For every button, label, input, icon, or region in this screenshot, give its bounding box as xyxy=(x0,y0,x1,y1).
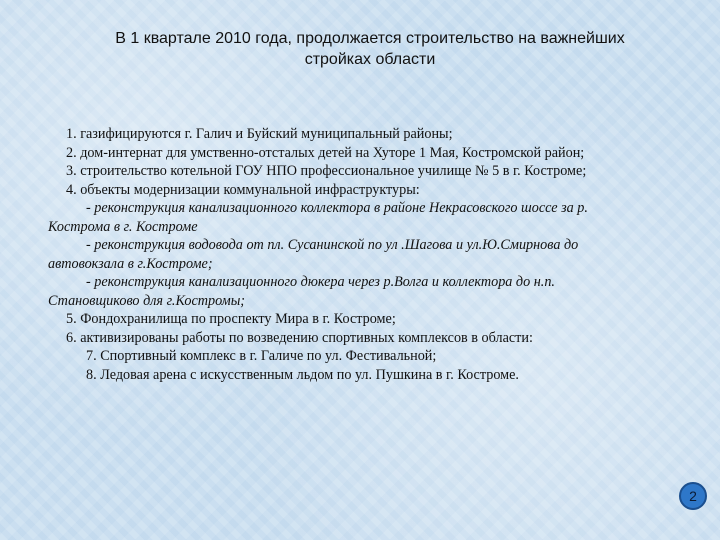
subitem-sewer-duker xyxy=(48,273,678,310)
subitem-sewer-collector-line-2: Кострома в г. Костроме xyxy=(48,218,198,235)
subitem-sewer-collector-line-1: - реконструкция канализационного коллектора в районе Некрасовского шоссе за р. xyxy=(86,200,588,216)
list-item-3: 3. строительство котельной ГОУ НПО профессиональное училище № 5 в г. Костроме; xyxy=(66,163,587,179)
subitem-water-main-line-2: автовокзала в г.Костроме; xyxy=(48,255,213,272)
list-item-5: 5. Фондохранилища по проспекту Мира в г. Костроме; xyxy=(66,311,396,327)
slide-title-line-2: стройках области xyxy=(304,51,436,68)
slide-title-line-1: В 1 квартале 2010 года, продолжается строительство на важнейших xyxy=(115,30,625,47)
subitem-water-main xyxy=(48,236,678,273)
slide-title xyxy=(70,28,670,70)
subitem-sewer-duker-line-1: - реконструкция канализационного дюкера через р.Волга и коллектора до н.п. xyxy=(86,274,555,290)
list-item-2: 2. дом-интернат для умственно-отсталых детей на Хуторе 1 Мая, Костромской район; xyxy=(66,144,585,161)
subitem-water-main-line-1: - реконструкция водовода от пл. Сусанинской по ул .Шагова и ул.Ю.Смирнова до xyxy=(86,237,579,253)
list-item-7: 7. Спортивный комплекс в г. Галиче по ул. Фестивальной; xyxy=(86,348,437,364)
slide-body xyxy=(48,125,678,384)
subitem-sewer-collector xyxy=(48,199,678,236)
list-item-6: 6. активизированы работы по возведению спортивных комплексов в области: xyxy=(66,329,533,346)
page-number-badge: 2 xyxy=(679,482,707,510)
list-item-4: 4. объекты модернизации коммунальной инфраструктуры: xyxy=(66,181,420,198)
list-item-1: 1. газифицируются г. Галич и Буйский муниципальный районы; xyxy=(66,126,453,142)
list-item-8: 8. Ледовая арена с искусственным льдом по ул. Пушкина в г. Костроме. xyxy=(86,366,519,383)
subitem-sewer-duker-line-2: Становщиково для г.Костромы; xyxy=(48,292,246,309)
